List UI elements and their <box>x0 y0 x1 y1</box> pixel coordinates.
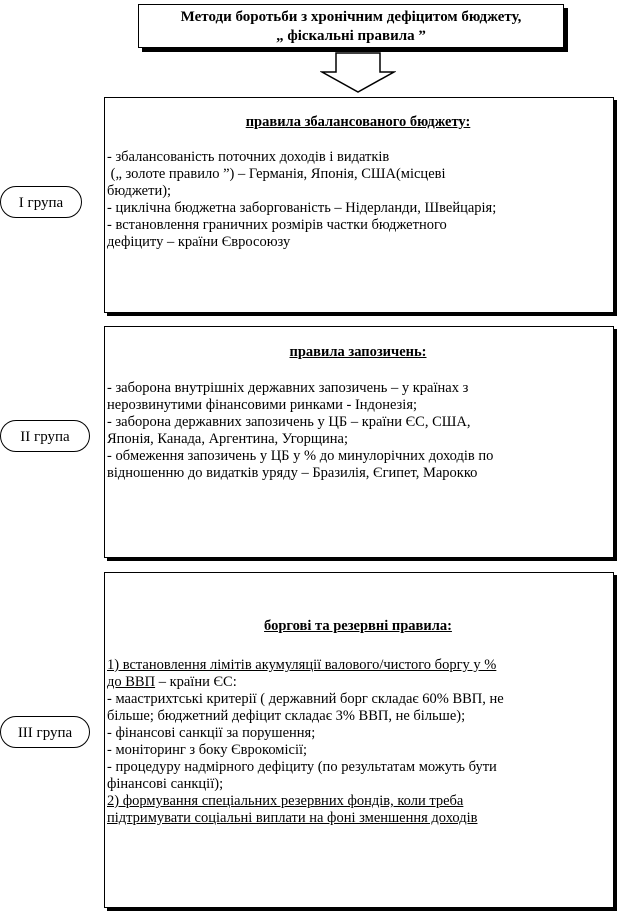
group-2-line: - обмеження запозичень у ЦБ у % до минулорічних доходів по <box>107 448 494 464</box>
group-1-line: дефіциту – країни Євросоюзу <box>107 234 291 250</box>
group-2-line: - заборона внутрішніх державних запозичень – у країнах з <box>107 380 469 396</box>
group-1-line: - збалансованість поточних доходів і видатків <box>107 149 390 165</box>
group-3-panel <box>104 572 614 908</box>
group-2-panel <box>104 326 614 558</box>
group-1-line: бюджети); <box>107 183 172 199</box>
group-1-line: - циклічна бюджетна заборгованість – Нідерланди, Швейцарія; <box>107 200 497 216</box>
group-2-heading: правила запозичень: <box>289 344 427 360</box>
title-line-2: „ фіскальні правила ” <box>276 28 426 44</box>
group-1-line: („ золоте правило ”) – Германія, Японія, США(місцеві <box>107 166 446 182</box>
group-3-line: фінансові санкції); <box>107 776 224 792</box>
group-2-line: нерозвинутими фінансовими ринками - Індонезія; <box>107 397 418 413</box>
group-1-line: - встановлення граничних розмірів частки бюджетного <box>107 217 447 233</box>
group-3-line: 1) встановлення лімітів акумуляції валового/чистого боргу у % <box>107 657 497 673</box>
group-1-panel <box>104 97 614 313</box>
group-1-heading: правила збалансованого бюджету: <box>245 114 471 130</box>
group-2-line: Японія, Канада, Аргентина, Угорщина; <box>107 431 349 447</box>
down-arrow <box>320 52 396 94</box>
group-3-line: - фінансові санкції за порушення; <box>107 725 316 741</box>
title-box <box>138 4 564 48</box>
group-2-line: - заборона державних запозичень у ЦБ – країни ЄС, США, <box>107 414 471 430</box>
group-3-label: III група <box>0 716 90 748</box>
group-2-label: II група <box>0 420 90 452</box>
group-3-line: - маастрихтські критерії ( державний борг складає 60% ВВП, не <box>107 691 504 707</box>
group-3-line: підтримувати соціальні виплати на фоні зменшення доходів <box>107 810 478 826</box>
group-3-line: – країни ЄС: <box>158 674 237 690</box>
group-3-line: до ВВП <box>107 674 156 690</box>
group-3-line: - процедуру надмірного дефіциту (по результатам можуть бути <box>107 759 497 775</box>
group-3-line: 2) формування спеціальних резервних фондів, коли треба <box>107 793 464 809</box>
group-1-label: I група <box>0 186 82 218</box>
group-3-line: більше; бюджетний дефіцит складає 3% ВВП, не більше); <box>107 708 466 724</box>
group-3-line: - моніторинг з боку Єврокомісії; <box>107 742 308 758</box>
title-line-1: Методи боротьби з хронічним дефіцитом бюджету, <box>180 9 522 25</box>
group-2-line: відношенню до видатків уряду – Бразилія, Єгипет, Марокко <box>107 465 478 481</box>
group-3-heading: боргові та резервні правила: <box>264 618 452 634</box>
